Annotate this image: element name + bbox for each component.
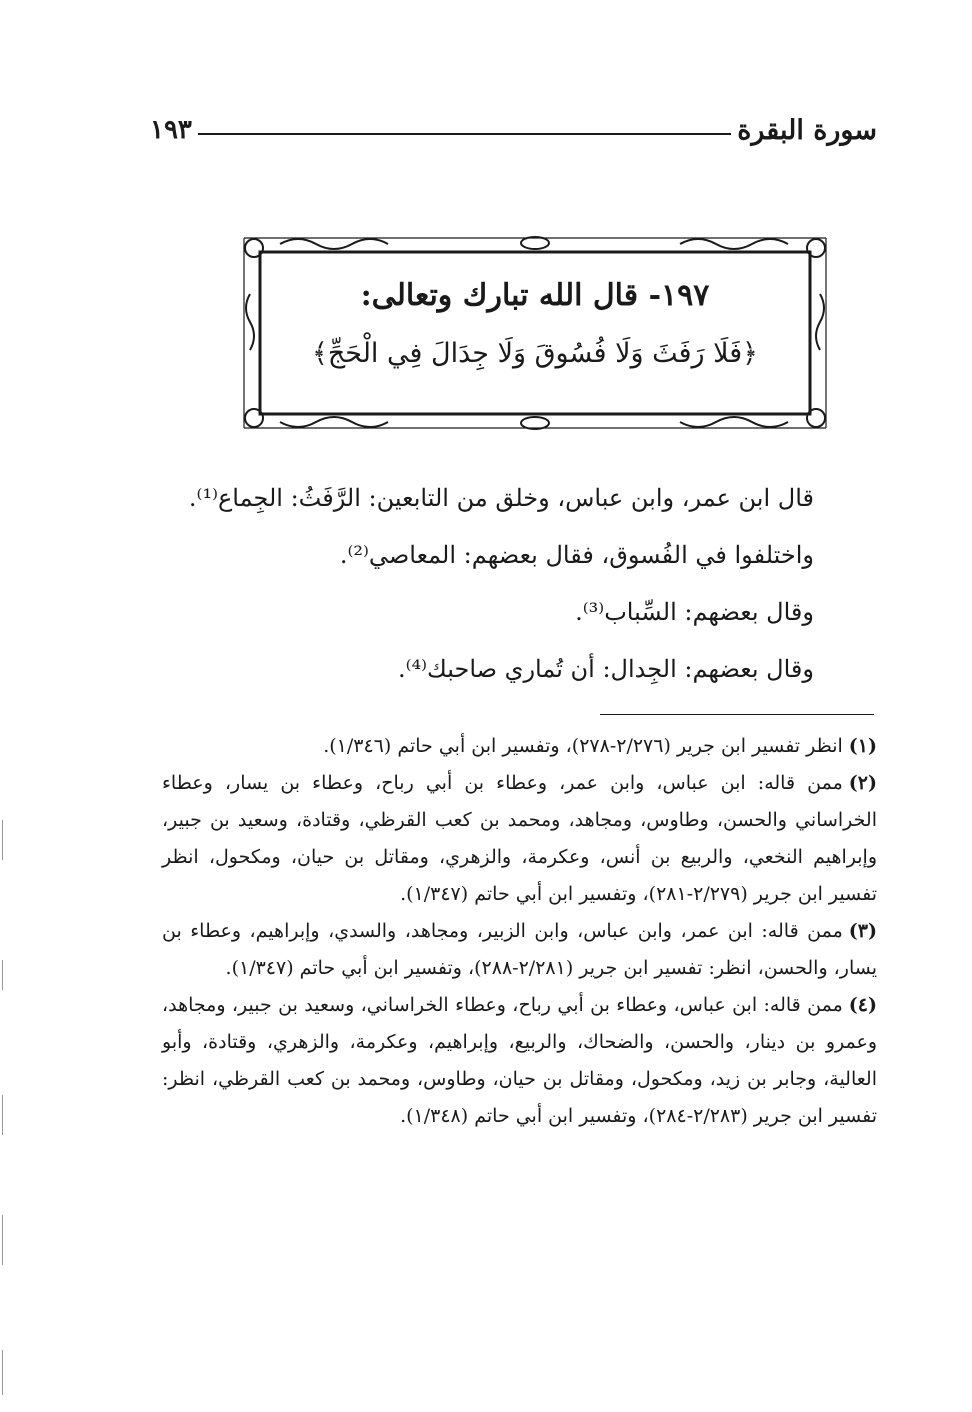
paragraph: وقال بعضهم: السِّباب⁽³⁾. <box>575 598 814 626</box>
footnote-text: انظر تفسير ابن جرير (٢/٢٧٦-٢٧٨)، وتفسير ابن أبي حاتم (١/٣٤٦). <box>323 735 843 757</box>
footnote <box>162 728 877 765</box>
footnotes <box>162 728 877 1135</box>
page-number: ١٩٣ <box>150 115 192 145</box>
footnote-number: (١) <box>848 735 877 757</box>
paragraph: قال ابن عمر، وابن عباس، وخلق من التابعين: الرَّفَثُ: الجِماع⁽¹⁾. <box>188 484 814 512</box>
commentary-body <box>154 478 814 706</box>
frame-border-ornament <box>240 234 830 432</box>
header-rule <box>198 133 731 135</box>
footnote <box>162 913 877 987</box>
scan-edge-mark <box>2 1350 3 1395</box>
footnote-text: ممن قاله: ابن عمر، وابن عباس، وابن الزبير، ومجاهد، والسدي، وإبراهيم، وعطاء بن يسار، والحسن، انظر: تفسير ابن جرير (٢/٢٨١-٢٨٨)، وتفسير ابن أبي حاتم (١/٣٤٧). <box>162 920 877 979</box>
paragraph: واختلفوا في الفُسوق، فقال بعضهم: المعاصي⁽²⁾. <box>339 541 814 569</box>
footnote-text: ممن قاله: ابن عباس، وابن عمر، وعطاء بن أبي رباح، وعطاء بن يسار، وعطاء الخراساني والحسن، وطاوس، ومجاهد، ومحمد بن كعب القرظي، وقتادة، وسعيد بن جبير، وإبراهيم النخعي، والربيع بن أنس، وعكرمة، والزهري، ومقاتل بن حيان، ومكحول، انظر تفسير ابن جرير (٢/٢٧٩-٢٨١)، وتفسير ابن أبي حاتم (١/٣٤٧). <box>162 772 877 905</box>
footnote-number: (٤) <box>848 994 877 1016</box>
surah-title: سورة البقرة <box>737 114 877 146</box>
footnote-number: (٣) <box>848 920 877 942</box>
scan-edge-mark <box>2 1095 3 1135</box>
scan-edge-mark <box>2 960 3 990</box>
running-header <box>150 108 877 152</box>
footnote <box>162 765 877 913</box>
footnote <box>162 987 877 1135</box>
quran-verse: ﴿فَلَا رَفَثَ وَلَا فُسُوقَ وَلَا جِدَالَ فِي الْحَجِّ﴾ <box>312 338 758 369</box>
ornamental-frame <box>240 234 830 432</box>
scan-edge-mark <box>2 1215 3 1265</box>
footnote-number: (٢) <box>848 772 877 794</box>
scan-edge-mark <box>2 820 3 860</box>
verse-heading: ١٩٧- قال الله تبارك وتعالى: <box>360 278 710 313</box>
paragraph: وقال بعضهم: الجِدال: أن تُماري صاحبك⁽⁴⁾. <box>398 655 814 683</box>
footnote-separator <box>600 714 874 715</box>
footnote-text: ممن قاله: ابن عباس، وعطاء بن أبي رباح، وعطاء الخراساني، وسعيد بن جبير، ومجاهد، وعمرو بن دينار، والحسن، والضحاك، والربيع، وإبراهيم، وعكرمة، والزهري، وقتادة، وأبو العالية، وجابر بن زيد، ومكحول، ومقاتل بن حيان، وطاوس، ومحمد بن كعب القرظي، انظر: تفسير ابن جرير (٢/٢٨٣-٢٨٤)، وتفسير ابن أبي حاتم (١/٣٤٨). <box>162 994 877 1127</box>
